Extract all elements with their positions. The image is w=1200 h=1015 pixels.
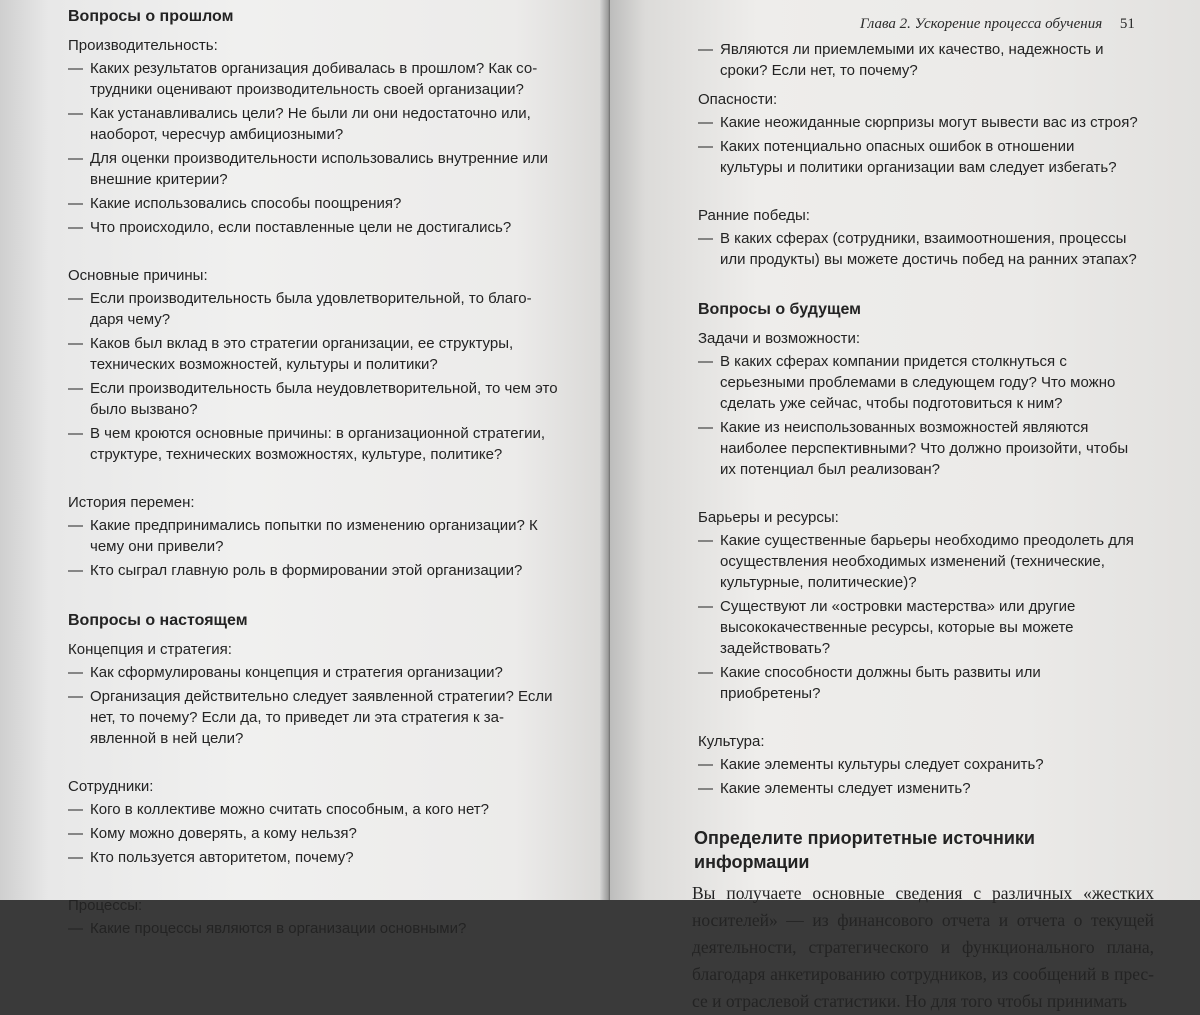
list-item-text: В каких сферах компании придется столкнуться с серьезными проблемами в следующем году? Что можно сделать уже сейчас, чтобы подготовиться к ним? [720,353,1116,412]
list-item-text: Какие из неиспользованных возможностей являются наиболее перспективными? Что должно произойти, чтобы их потенциал был реализован? [720,419,1129,478]
list-item-text: Кому можно доверять, а кому нельзя? [90,825,357,842]
list-item [68,918,558,939]
dash-bullet: — [68,688,83,705]
running-header [860,16,1190,33]
dash-bullet: — [698,664,713,681]
dash-bullet: — [698,598,713,615]
list-item-text: Кто сыграл главную роль в формировании этой организации? [90,562,523,579]
dash-bullet: — [698,230,713,247]
dash-bullet: — [68,195,83,212]
subsection-label: Сотрудники: [68,778,154,795]
list-item [68,686,558,749]
future-groups [698,328,1138,799]
list-item [698,39,1138,81]
list-item-text: Кого в коллективе можно считать способным, а кого нет? [90,801,490,818]
list-item [698,228,1138,270]
subsection-label: Основные причины: [68,267,208,284]
list-item-text: Если производительность была удовлетворительной, то благодаря чему? [90,290,532,328]
list-item-text: Какие процессы являются в организации основными? [90,920,467,937]
right-top-groups [698,89,1138,270]
dash-bullet: — [698,756,713,773]
list-item-text: Каков был вклад в это стратегии организации, ее структуры, технических возможностей, культуры и политики? [90,335,514,373]
dash-bullet: — [68,380,83,397]
list-item [68,148,558,190]
section-title-present: Вопросы о настоящем [68,612,248,629]
list-item [68,58,558,100]
list-item-text: В чем кроются основные причины: в организационной стратегии, структуре, технических возможностях, культуре, политике? [90,425,546,463]
dash-bullet: — [68,105,83,122]
list-item [68,799,558,820]
list-item-text: Какие неожиданные сюрпризы могут вывести вас из строя? [720,114,1138,131]
list-item [68,333,558,375]
list-item-text: Кто пользуется авторитетом, почему? [90,849,354,866]
list-item [698,417,1138,480]
list-item [698,662,1138,704]
dash-bullet: — [68,335,83,352]
present-groups [68,639,558,939]
list-item-text: Как сформулированы концепция и стратегия организации? [90,664,503,681]
list-item [68,378,558,420]
dash-bullet: — [698,532,713,549]
subsection-label: Опасности: [698,91,778,108]
list-item [698,778,1138,799]
list-item [698,136,1138,178]
list-item-text: Каких результатов организация добивалась в прошлом? Как сотрудники оценивают производительность своей организации? [90,60,538,98]
dash-bullet: — [698,114,713,131]
list-item-text: Какие предпринимались попытки по изменению организации? К чему они привели? [90,517,538,555]
section-title-past: Вопросы о прошлом [68,8,234,25]
list-item [68,288,558,330]
list-item-text: Какие элементы культуры следует сохранить? [720,756,1044,773]
list-item-text: Являются ли приемлемыми их качество, надежность и сроки? Если нет, то почему? [720,41,1104,79]
dash-bullet: — [698,138,713,155]
list-item [68,515,558,557]
list-item [698,754,1138,775]
left-page [0,0,606,937]
list-item-text: Если производительность была неудовлетворительной, то чем это было вызвано? [90,380,558,418]
subsection-label: Процессы: [68,897,143,914]
subsection-label: История перемен: [68,494,195,511]
dash-bullet: — [698,419,713,436]
list-item-text: Что происходило, если поставленные цели не достигались? [90,219,512,236]
dash-bullet: — [68,425,83,442]
right-page [610,0,1200,1011]
section-title-future: Вопросы о будущем [698,301,861,318]
list-item-text: Какие элементы следует изменить? [720,780,971,797]
dash-bullet: — [68,825,83,842]
list-item [698,112,1138,133]
list-item [698,596,1138,659]
subsection-label: Культура: [698,733,765,750]
dash-bullet: — [68,801,83,818]
priorities-body: Вы получаете основные сведения с различных «жестких носителей» — из финансового отчета и отчета о текущей деятельности, стратегического и функционального плана, благодаря анкетированию сотрудников, из сообщений в прессе и отраслевой статистики. Но для того чтобы принимать [692,883,1154,1011]
page-number: 51 [1119,16,1135,32]
list-item-text: Организация действительно следует заявленной стратегии? Если нет, то почему? Если да, то приведет ли эта стратегия к заявленной в ней цели? [90,688,553,747]
priorities-heading: Определите приоритетные источники информации [694,828,1035,872]
list-item-text: Какие существенные барьеры необходимо преодолеть для осуществления необходимых изменений (технические, культурные, политические)? [720,532,1134,591]
dash-bullet: — [68,562,83,579]
dash-bullet: — [68,150,83,167]
list-item-text: Какие способности должны быть развиты или приобретены? [720,664,1041,702]
dash-bullet: — [698,780,713,797]
list-item [68,103,558,145]
subsection-label: Барьеры и ресурсы: [698,509,839,526]
list-item-text: Как устанавливались цели? Не были ли они недостаточно или, наоборот, чересчур амбициозными? [90,105,531,143]
dash-bullet: — [68,517,83,534]
dash-bullet: — [68,219,83,236]
left-page-content [68,4,558,942]
list-item [698,351,1138,414]
subsection-label: Ранние победы: [698,207,810,224]
list-item [68,217,558,238]
list-item [68,823,558,844]
past-groups [68,35,558,581]
list-item [68,560,558,581]
subsection-label: Производительность: [68,37,218,54]
dash-bullet: — [68,60,83,77]
subsection-label: Задачи и возможности: [698,330,860,347]
list-item [68,847,558,868]
dash-bullet: — [68,664,83,681]
right-page-content [692,38,1154,1015]
list-item-text: Каких потенциально опасных ошибок в отношении культуры и политики организации вам следует избегать? [720,138,1117,176]
dash-bullet: — [68,849,83,866]
list-item [68,662,558,683]
list-item-text: В каких сферах (сотрудники, взаимоотношения, процессы или продукты) вы можете достичь побед на ранних этапах? [720,230,1137,268]
list-item-text: Какие использовались способы поощрения? [90,195,402,212]
dash-bullet: — [68,290,83,307]
list-item-text: Существуют ли «островки мастерства» или другие высококачественные ресурсы, которые вы можете задействовать? [720,598,1076,657]
dash-bullet: — [68,920,83,937]
continued-items [698,39,1138,81]
subsection-label: Концепция и стратегия: [68,641,232,658]
dash-bullet: — [698,353,713,370]
list-item-text: Для оценки производительности использовались внутренние или внешние критерии? [90,150,549,188]
list-item [68,193,558,214]
list-item [68,423,558,465]
dash-bullet: — [698,41,713,58]
chapter-title: Глава 2. Ускорение процесса обучения [860,16,1103,32]
list-item [698,530,1138,593]
